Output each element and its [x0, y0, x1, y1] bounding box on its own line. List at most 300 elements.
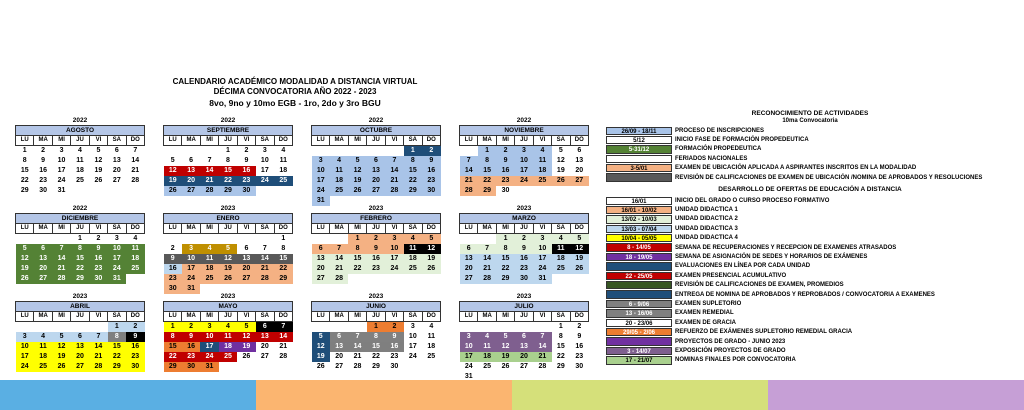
- day-cell: 24: [182, 274, 200, 284]
- day-header: JU: [71, 312, 89, 322]
- day-cell: 14: [52, 254, 70, 264]
- legend-label: NOMINAS FINALES POR CONVOCATORIA: [675, 357, 796, 364]
- day-cell: [460, 322, 478, 333]
- day-cell: 15: [348, 254, 366, 264]
- day-cell: 24: [408, 353, 417, 360]
- day-cell: 27: [312, 274, 330, 284]
- day-header: MA: [34, 224, 52, 234]
- day-cell: 1: [404, 146, 422, 157]
- day-header: VI: [237, 312, 255, 322]
- day-cell: 29: [556, 363, 565, 370]
- month-name: AGOSTO: [16, 126, 145, 136]
- legend-row: [606, 164, 982, 173]
- day-cell: 24: [515, 176, 533, 186]
- day-header: SA: [404, 312, 422, 322]
- day-cell: 5: [570, 234, 588, 245]
- day-cell: 21: [460, 176, 478, 186]
- day-cell: [312, 234, 330, 245]
- desarrollo-heading: DESARROLLO DE OFERTAS DE EDUCACIÓN A DISTANCIA: [718, 186, 902, 193]
- day-cell: 14: [460, 166, 478, 176]
- day-cell: 4: [78, 147, 82, 154]
- day-cell: 6: [577, 147, 582, 154]
- day-cell: 21: [200, 176, 218, 186]
- day-cell: 11: [126, 244, 144, 254]
- month-calendar-noviembre: [459, 117, 589, 196]
- day-cell: 6: [312, 244, 330, 254]
- day-cell: 9: [182, 332, 200, 342]
- day-cell: 28: [330, 274, 348, 284]
- day-header: LU: [164, 312, 182, 322]
- day-cell: 10: [408, 333, 417, 340]
- legend-row: [606, 243, 935, 252]
- day-cell: 24: [385, 264, 403, 274]
- day-cell: 27: [34, 274, 52, 284]
- day-cell: 14: [478, 254, 496, 264]
- day-cell: 6: [515, 332, 533, 342]
- legend-row: [606, 252, 935, 261]
- day-header: MI: [496, 136, 514, 146]
- day-cell: 25: [404, 264, 422, 274]
- day-cell: [182, 234, 200, 245]
- day-cell: 12: [312, 342, 330, 352]
- day-cell: 9: [244, 157, 249, 164]
- legend-label: PROYECTOS DE GRADO - JUNIO 2023: [675, 338, 786, 345]
- day-cell: 6: [114, 147, 119, 154]
- day-cell: 30: [237, 186, 255, 196]
- day-cell: 1: [367, 322, 385, 333]
- title-line-3: 8vo, 9no y 10mo EGB - 1ro, 2do y 3ro BGU: [209, 98, 381, 108]
- legend-label: EXAMEN DE UBICACIÓN APLICADA A ASPIRANTES INSCRITOS EN LA MODALIDAD: [675, 165, 917, 172]
- legend-swatch: 16/01 - 10/02: [606, 206, 672, 214]
- day-cell: 7: [133, 147, 138, 154]
- day-cell: 15: [108, 342, 126, 352]
- legend-swatch: 5/12: [606, 136, 672, 144]
- day-cell: 5: [52, 332, 70, 342]
- day-cell: 10: [108, 244, 126, 254]
- calendar-year: 2023: [220, 205, 236, 212]
- day-cell: 21: [353, 353, 362, 360]
- day-header: SA: [552, 224, 570, 234]
- day-cell: 13: [237, 254, 255, 264]
- day-cell: 22: [164, 352, 182, 362]
- day-cell: 12: [94, 157, 103, 164]
- day-cell: 13: [367, 166, 385, 176]
- day-cell: 6: [244, 245, 249, 252]
- day-cell: [164, 146, 182, 157]
- legend-label: FERIADOS NACIONALES: [675, 155, 748, 162]
- day-cell: 12: [570, 244, 588, 254]
- day-cell: 2: [367, 234, 385, 245]
- day-cell: [52, 234, 70, 245]
- day-cell: 18: [330, 176, 348, 186]
- day-cell: [367, 146, 385, 157]
- day-header: MI: [52, 312, 70, 322]
- day-cell: 13: [34, 254, 52, 264]
- day-cell: 29: [164, 362, 182, 372]
- day-header: SA: [108, 224, 126, 234]
- legend-row: [606, 135, 982, 144]
- day-cell: 25: [552, 264, 570, 274]
- day-cell: [552, 274, 570, 284]
- legend-label: UNIDAD DIDACTICA 1: [675, 207, 738, 214]
- legend-swatch: 10/04 - 05/05: [606, 234, 672, 242]
- day-cell: 16: [89, 254, 107, 264]
- day-header: LU: [312, 136, 330, 146]
- legend-row: [606, 145, 982, 154]
- day-cell: 8: [478, 156, 496, 166]
- day-cell: 18: [126, 254, 144, 264]
- day-cell: 5: [422, 234, 440, 245]
- day-header: MA: [330, 312, 348, 322]
- day-cell: 14: [200, 166, 218, 176]
- day-cell: 4: [429, 323, 434, 330]
- day-cell: 19: [52, 352, 70, 362]
- day-cell: 4: [133, 235, 138, 242]
- legend-row: [606, 290, 935, 299]
- day-cell: 28: [89, 362, 107, 372]
- legend-swatch: 13/03 - 07/04: [606, 225, 672, 233]
- legend-label: REFUERZO DE EXÁMENES SUPLETORIO REMEDIAL GRACIA: [675, 329, 853, 336]
- day-cell: [126, 186, 144, 196]
- calendar-year: 2023: [72, 293, 88, 300]
- day-cell: 27: [237, 274, 255, 284]
- day-cell: 19: [422, 254, 440, 264]
- day-header: MI: [496, 312, 514, 322]
- footer-color-band: [0, 380, 1024, 410]
- day-cell: 28: [460, 186, 478, 196]
- footer-band-segment: [512, 380, 768, 410]
- legend-swatch: 5-31/12: [606, 145, 672, 153]
- day-cell: 1: [558, 323, 563, 330]
- day-cell: 20: [260, 343, 269, 350]
- legend-swatch: 13/02 - 10/03: [606, 215, 672, 223]
- legend-swatch: [606, 155, 672, 163]
- day-cell: 8: [558, 333, 563, 340]
- day-header: LU: [16, 136, 34, 146]
- day-cell: 15: [20, 167, 29, 174]
- day-header: MA: [182, 224, 200, 234]
- legend-label: REVISIÓN DE CALIFICACIONES DE EXAMEN DE UBICACIÓN /NOMINA DE APROBADOS Y RESOLUCIONES: [675, 174, 983, 181]
- day-cell: 11: [34, 342, 52, 352]
- day-cell: 17: [57, 167, 66, 174]
- day-cell: [312, 322, 330, 333]
- day-cell: 11: [279, 157, 287, 164]
- day-header: LU: [164, 136, 182, 146]
- legend-row: [606, 215, 935, 224]
- day-cell: 28: [200, 186, 218, 196]
- day-cell: 22: [108, 352, 126, 362]
- day-cell: 3: [182, 244, 200, 254]
- day-cell: 16: [367, 254, 385, 264]
- day-cell: 13: [575, 157, 584, 164]
- day-cell: 4: [200, 244, 218, 254]
- day-header: MI: [348, 136, 366, 146]
- day-cell: 9: [577, 333, 582, 340]
- day-cell: 30: [164, 284, 182, 294]
- legend-row: [606, 299, 935, 308]
- day-cell: 13: [330, 342, 348, 352]
- day-header: DO: [422, 136, 440, 146]
- day-header: JU: [367, 224, 385, 234]
- day-cell: 3: [262, 147, 267, 154]
- day-cell: 10: [182, 254, 200, 264]
- day-cell: 22: [219, 176, 237, 186]
- day-cell: 19: [348, 176, 366, 186]
- day-cell: 28: [256, 274, 274, 284]
- day-cell: 17: [460, 352, 478, 362]
- day-cell: 6: [71, 332, 89, 342]
- day-cell: 10: [312, 166, 330, 176]
- legend-swatch: 18 - 19/05: [606, 253, 672, 261]
- month-name: JUNIO: [312, 302, 441, 312]
- day-cell: 30: [126, 362, 144, 372]
- day-cell: 30: [515, 274, 533, 284]
- day-cell: [237, 234, 255, 245]
- day-cell: 24: [256, 176, 274, 186]
- day-header: MI: [496, 224, 514, 234]
- day-header: VI: [533, 136, 551, 146]
- legend-swatch: [606, 281, 672, 289]
- calendar-year: 2023: [368, 293, 384, 300]
- day-cell: 17: [182, 264, 200, 274]
- day-cell: 13: [515, 342, 533, 352]
- day-cell: [367, 274, 385, 284]
- day-cell: 26: [164, 186, 182, 196]
- day-cell: 26: [552, 176, 570, 186]
- day-cell: 17: [385, 254, 403, 264]
- day-cell: 8: [348, 244, 366, 254]
- day-cell: 24: [108, 264, 126, 274]
- day-cell: 25: [330, 186, 348, 196]
- day-cell: 7: [89, 332, 107, 342]
- month-calendar-septiembre: [163, 117, 293, 196]
- day-cell: 16: [575, 343, 584, 350]
- day-cell: 18: [552, 254, 570, 264]
- day-cell: 22: [372, 353, 380, 360]
- day-header: DO: [274, 224, 292, 234]
- day-cell: 25: [427, 353, 436, 360]
- day-cell: 1: [164, 322, 182, 333]
- day-cell: 23: [575, 353, 584, 360]
- day-cell: [256, 362, 274, 372]
- day-header: VI: [237, 136, 255, 146]
- day-header: JU: [219, 136, 237, 146]
- day-cell: 22: [348, 264, 366, 274]
- day-cell: 9: [385, 332, 403, 342]
- day-header: JU: [219, 312, 237, 322]
- day-header: SA: [256, 312, 274, 322]
- day-cell: 12: [16, 254, 34, 264]
- day-header: JU: [71, 224, 89, 234]
- day-cell: 19: [164, 176, 182, 186]
- day-cell: 11: [330, 166, 348, 176]
- day-cell: 14: [274, 332, 292, 342]
- day-cell: [52, 322, 70, 333]
- day-cell: 4: [219, 322, 237, 333]
- day-cell: [89, 186, 107, 196]
- day-cell: 18: [200, 264, 218, 274]
- legend-row: [606, 234, 935, 243]
- legend-label: SEMANA DE RECUPERACIONES Y RECEPCION DE EXAMENES ATRASADOS: [675, 244, 897, 251]
- day-header: SA: [404, 224, 422, 234]
- day-cell: 27: [112, 177, 121, 184]
- day-cell: 18: [279, 167, 288, 174]
- day-cell: 27: [260, 353, 269, 360]
- day-header: DO: [274, 312, 292, 322]
- legend-swatch: 29/05 - 2/06: [606, 328, 672, 336]
- day-cell: 2: [170, 245, 175, 252]
- calendar-year: 2023: [220, 293, 236, 300]
- day-cell: 27: [520, 363, 528, 370]
- legend-swatch: 8 - 14/05: [606, 243, 672, 251]
- day-cell: 7: [262, 245, 267, 252]
- day-cell: 25: [274, 176, 292, 186]
- day-cell: 19: [237, 342, 255, 352]
- day-header: MI: [200, 136, 218, 146]
- day-header: DO: [126, 312, 144, 322]
- calendar-year: 2022: [72, 117, 88, 124]
- month-calendar-octubre: [311, 117, 441, 206]
- day-cell: 26: [316, 363, 325, 370]
- day-cell: 7: [478, 244, 496, 254]
- day-cell: 11: [533, 156, 551, 166]
- month-name: ENERO: [164, 214, 293, 224]
- legend-swatch: [606, 173, 672, 181]
- day-cell: 26: [501, 363, 510, 370]
- day-header: JU: [515, 312, 533, 322]
- day-cell: 12: [556, 157, 565, 164]
- day-cell: 14: [89, 342, 107, 352]
- day-cell: [570, 274, 588, 284]
- day-cell: 6: [367, 156, 385, 166]
- day-cell: 5: [170, 157, 175, 164]
- month-calendar-junio: [311, 293, 441, 372]
- day-cell: 7: [533, 332, 551, 342]
- day-cell: 15: [556, 343, 565, 350]
- day-cell: 26: [94, 177, 103, 184]
- day-cell: 27: [570, 176, 588, 186]
- legend-label: EXAMEN SUPLETORIO: [675, 300, 742, 307]
- day-cell: 22: [478, 176, 496, 186]
- legend-swatch: 20 - 23/06: [606, 319, 672, 327]
- month-calendar-mayo: [163, 293, 293, 372]
- day-cell: 22: [274, 264, 292, 274]
- legend-label: EVALUACIONES EN LÍNEA POR CADA UNIDAD: [675, 263, 811, 270]
- day-cell: 21: [330, 264, 348, 274]
- legend-label: SEMANA DE ASIGNACIÓN DE SEDES Y HORARIOS DE EXÁMENES: [675, 254, 868, 261]
- day-cell: 27: [335, 363, 344, 370]
- day-cell: 2: [96, 235, 101, 242]
- day-cell: 11: [404, 244, 422, 254]
- day-cell: 2: [182, 322, 200, 333]
- day-cell: 13: [182, 166, 200, 176]
- day-cell: 6: [256, 322, 274, 333]
- day-cell: [71, 322, 89, 333]
- day-cell: 1: [281, 235, 286, 242]
- day-cell: 16: [237, 166, 255, 176]
- day-header: VI: [385, 312, 403, 322]
- day-cell: 25: [483, 363, 492, 370]
- day-cell: 8: [281, 245, 286, 252]
- day-cell: 23: [367, 264, 385, 274]
- calendar-year: 2023: [368, 205, 384, 212]
- day-cell: 7: [460, 156, 478, 166]
- legend-swatch: [606, 290, 672, 298]
- day-header: JU: [515, 224, 533, 234]
- day-cell: 3: [312, 156, 330, 166]
- day-cell: 30: [575, 363, 584, 370]
- day-cell: 8: [71, 244, 89, 254]
- day-cell: [385, 274, 403, 284]
- day-cell: 7: [348, 332, 366, 342]
- day-cell: 13: [460, 254, 478, 264]
- day-cell: 18: [427, 343, 436, 350]
- day-cell: 20: [575, 167, 584, 174]
- legend-swatch: 26/09 - 18/11: [606, 127, 672, 135]
- day-cell: 31: [108, 274, 126, 284]
- day-cell: 27: [367, 186, 385, 196]
- legend-row: [606, 173, 982, 182]
- footer-band-segment: [0, 380, 256, 410]
- day-cell: 31: [57, 187, 66, 194]
- month-calendar-julio: [459, 293, 589, 382]
- day-cell: 28: [538, 363, 547, 370]
- day-cell: 29: [496, 274, 514, 284]
- day-cell: 12: [164, 166, 182, 176]
- day-cell: 11: [76, 157, 84, 164]
- legend-row: [606, 126, 982, 135]
- day-cell: [478, 234, 496, 245]
- day-cell: 25: [76, 177, 84, 184]
- day-cell: 13: [112, 157, 121, 164]
- day-cell: 23: [422, 176, 440, 186]
- day-header: MA: [182, 312, 200, 322]
- month-calendar-enero: [163, 205, 293, 294]
- day-cell: [126, 274, 144, 284]
- day-cell: 4: [478, 332, 496, 342]
- day-cell: 23: [496, 176, 514, 186]
- day-cell: 26: [219, 274, 237, 284]
- day-header: SA: [404, 136, 422, 146]
- day-cell: 13: [312, 254, 330, 264]
- day-header: VI: [385, 224, 403, 234]
- day-header: MA: [478, 136, 496, 146]
- day-cell: 29: [108, 362, 126, 372]
- calendar-year: 2022: [368, 117, 384, 124]
- day-header: LU: [16, 312, 34, 322]
- calendar-year: 2022: [220, 117, 236, 124]
- day-header: MI: [200, 224, 218, 234]
- day-cell: 27: [460, 274, 478, 284]
- month-name: OCTUBRE: [312, 126, 441, 136]
- month-name: FEBRERO: [312, 214, 441, 224]
- day-cell: 2: [385, 322, 403, 333]
- day-header: MA: [478, 224, 496, 234]
- day-cell: 22: [556, 353, 565, 360]
- day-cell: 25: [219, 352, 237, 362]
- day-cell: 5: [558, 147, 563, 154]
- day-cell: 12: [348, 166, 366, 176]
- day-cell: 28: [279, 353, 288, 360]
- day-header: DO: [570, 136, 588, 146]
- day-cell: 18: [478, 352, 496, 362]
- day-cell: 25: [200, 274, 218, 284]
- day-cell: 18: [76, 167, 84, 174]
- day-cell: 15: [367, 342, 385, 352]
- day-cell: 29: [404, 186, 422, 196]
- day-cell: 2: [515, 234, 533, 245]
- day-cell: 24: [16, 362, 34, 372]
